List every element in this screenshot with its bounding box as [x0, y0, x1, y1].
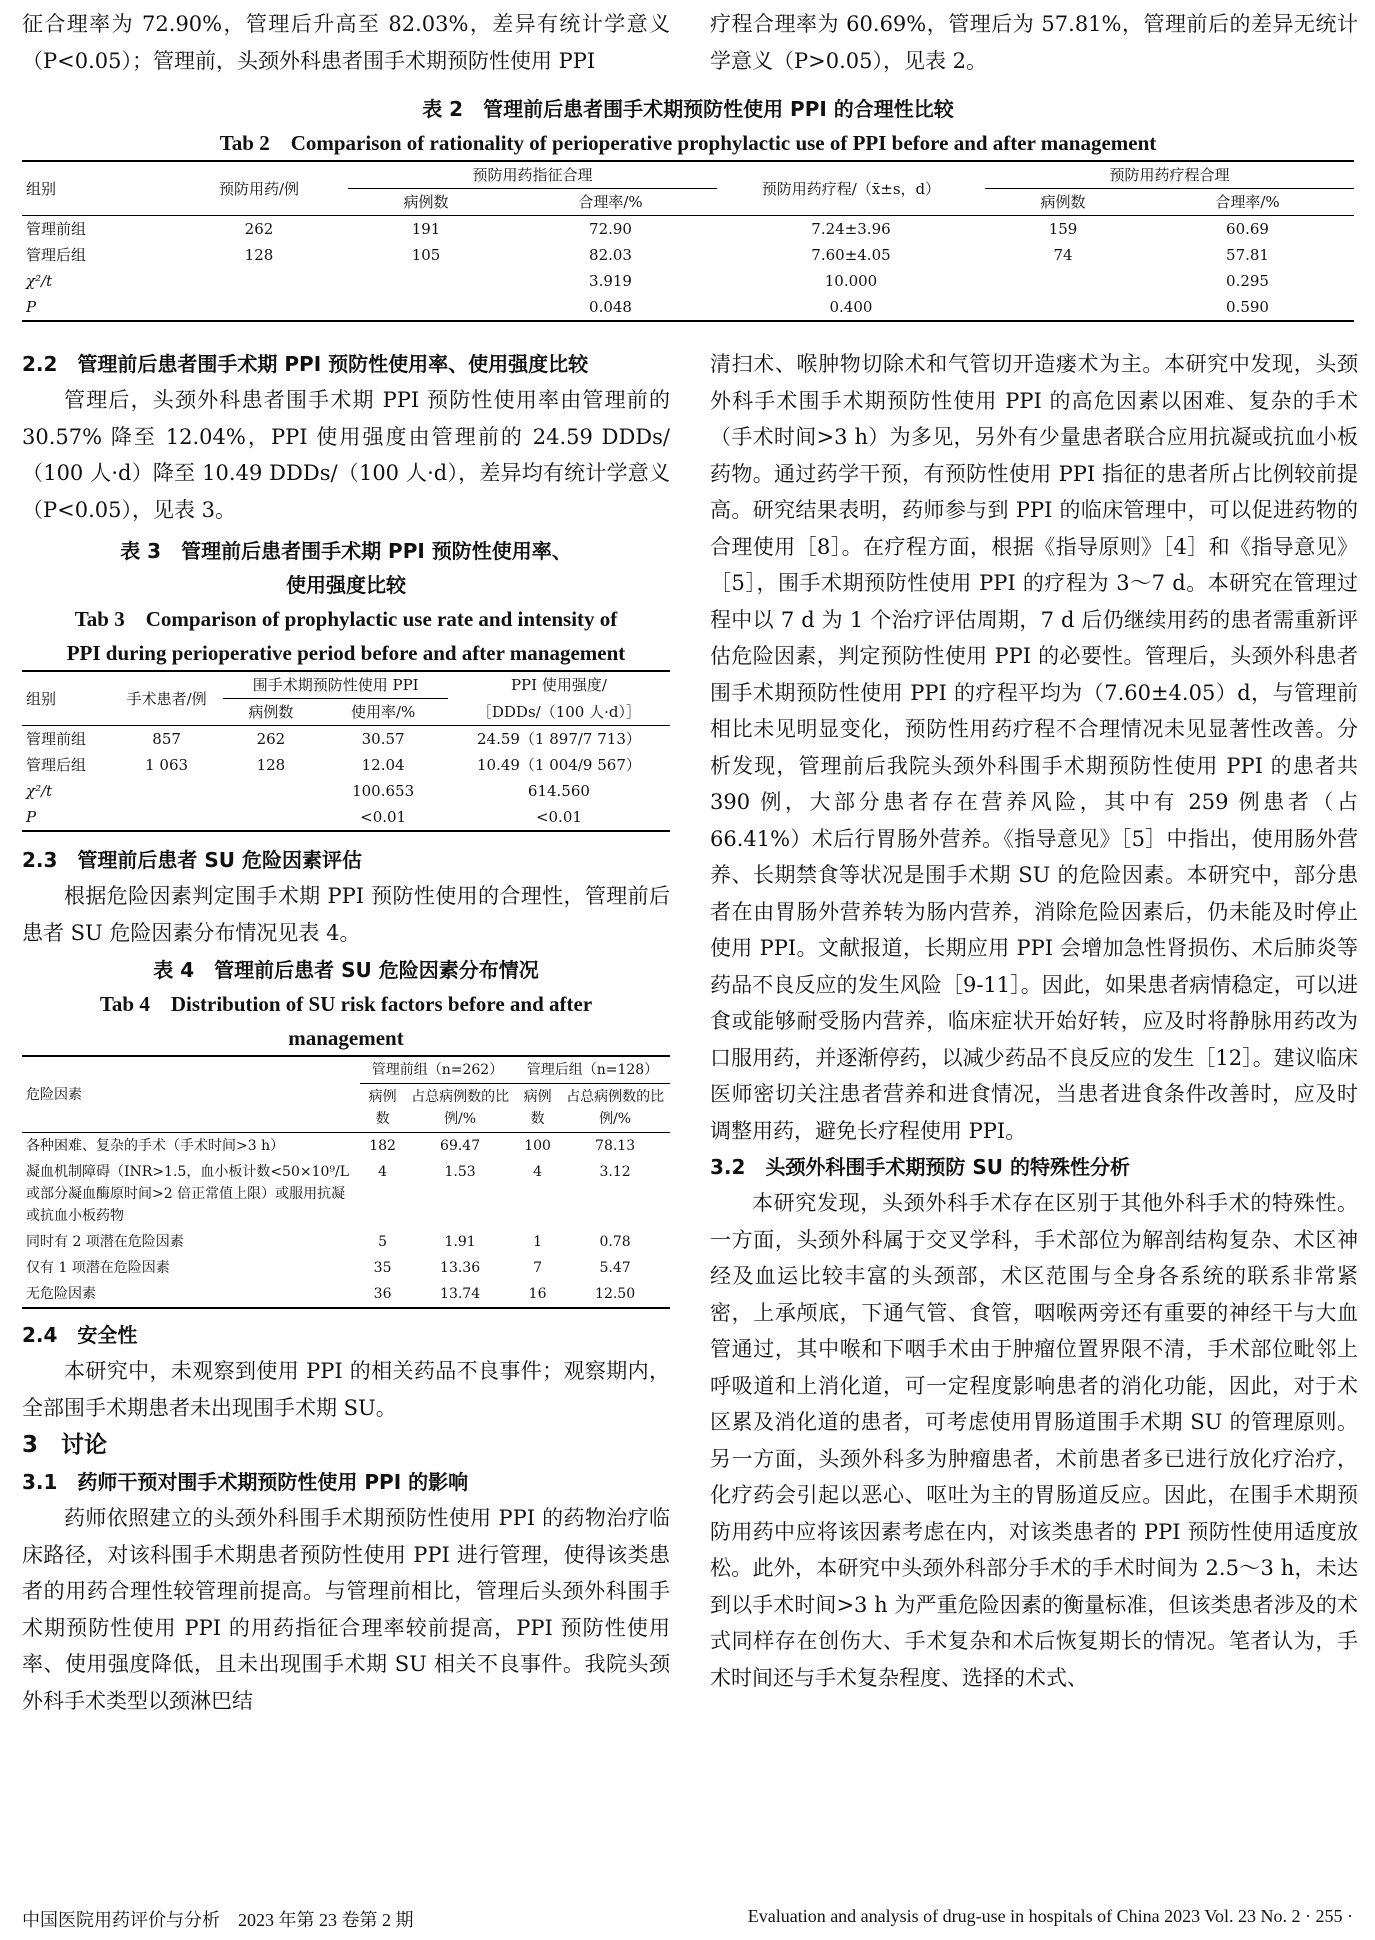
section-2-4-title: 2.4 安全性: [22, 1323, 138, 1347]
section-3-2-title: 3.2 头颈外科围手术期预防 SU 的特殊性分析: [710, 1155, 1130, 1179]
table-row: 管理后组 1 063 128 12.04 10.49（1 004/9 567）: [26, 756, 641, 774]
col-header: 围手术期预防性使用 PPI: [223, 671, 447, 699]
table-row: 仅有 1 项潜在危险因素 35 13.36 7 5.47: [26, 1260, 631, 1276]
col-header: 病例数: [403, 193, 449, 211]
table-row: 无危险因素 36 13.74 16 12.50: [22, 1281, 670, 1308]
table-row: 管理前组 857 262 30.57 24.59（1 897/7 713）: [22, 726, 670, 753]
section-2-4-text: 本研究中，未观察到使用 PPI 的相关药品不良事件；观察期内，全部围手术期患者未出现围手术期 SU。: [22, 1359, 670, 1420]
table-4-caption: 表 4 管理前后患者 SU 危险因素分布情况: [153, 958, 539, 982]
table-3-caption: 表 3 管理前后患者围手术期 PPI 预防性使用率、: [120, 539, 572, 563]
col-header: 预防用药/例: [170, 161, 348, 216]
table-3-caption-en: Tab 3 Comparison of prophylactic use rate and intensity of: [74, 607, 618, 631]
table-row: 各种困难、复杂的手术（手术时间>3 h） 182 69.47 100 78.13: [22, 1133, 670, 1160]
table-2-caption-en: Tab 2 Comparison of rationality of perioperative prophylactic use of PPI before and after management: [219, 131, 1157, 155]
col-header: 病例数: [523, 1089, 552, 1127]
col-header: 占总病例数的比例/%: [411, 1089, 510, 1127]
col-header: 使用率/%: [350, 703, 416, 721]
col-header: 合理率/%: [578, 193, 643, 211]
section-2-3-text: 根据危险因素判定围手术期 PPI 预防性使用的合理性，管理前后患者 SU 危险因素分布情况见表 4。: [22, 884, 670, 945]
section-3-1-title: 3.1 药师干预对围手术期预防性使用 PPI 的影响: [22, 1470, 469, 1494]
footer-journal-cn: 中国医院用药评价与分析 2023 年第 23 卷第 2 期: [22, 1910, 414, 1930]
col-header: 预防用药指征合理: [348, 161, 717, 189]
table-row: χ²/t 3.919 10.000 0.295: [26, 272, 1269, 290]
section-3-1-text: 药师依照建立的头颈外科围手术期预防性使用 PPI 的药物治疗临床路径，对该科围手术期患者预防性使用 PPI 进行管理，使得该类患者的用药合理性较管理前提高。与管理前相比，管理后头颈外科围手术期预防性使用 PPI 的用药指征合理率较前提高，PPI 预防性使用率、使用强度降低，且未出现围手术期 SU 相关不良事件。我院头颈外科手术类型以颈淋巴结: [22, 1506, 670, 1713]
table-row: 管理前组 262 191 72.90 7.24±3.96 159 60.69: [22, 216, 1354, 243]
col-header: 组别: [22, 161, 170, 216]
table-row: P <0.01 <0.01: [22, 804, 670, 831]
table-2-caption: 表 2 管理前后患者围手术期预防性使用 PPI 的合理性比较: [422, 97, 954, 121]
section-2-2-title: 2.2 管理前后患者围手术期 PPI 预防性使用率、使用强度比较: [22, 352, 589, 376]
table-3-caption-en-line2: PPI during perioperative period before and after management: [66, 641, 626, 665]
col-header: 预防用药疗程合理: [985, 161, 1354, 189]
discussion-paragraph-1: 清扫术、喉肿物切除术和气管切开造瘘术为主。本研究中发现，头颈外科手术围手术期预防性使用 PPI 的高危因素以困难、复杂的手术（手术时间>3 h）为多见，另外有少量患者联合应用抗凝或抗血小板药物。通过药学干预，有预防性使用 PPI 指征的患者所占比例较前提高。研究结果表明，药师参与到 PPI 的临床管理中，可以促进药物的合理使用［8］。在疗程方面，根据《指导原则》［4］和《指导意见》［5］，围手术期预防性使用 PPI 的疗程为 3～7 d。本研究在管理过程中以 7 d 为 1 个治疗评估周期，7 d 后仍继续用药的患者需重新评估危险因素，判定预防性使用 PPI 的必要性。管理后，头颈外科患者围手术期预防性使用 PPI 的疗程平均为（7.60±4.05）d，与管理前相比未见明显变化，预防性用药疗程不合理情况未见显著性改善。分析发现，管理前后我院头颈外科围手术期预防性使用 PPI 的患者共 390 例，大部分患者存在营养风险，其中有 259 例患者（占 66.41%）术后行胃肠外营养。《指导意见》［5］中指出，使用肠外营养、长期禁食等状况是围手术期 SU 的危险因素。本研究中，部分患者在由胃肠外营养转为肠内营养，消除危险因素后，仍未能及时停止使用 PPI。文献报道，长期应用 PPI 会增加急性肾损伤、术后肺炎等药品不良反应的发生风险［9-11］。因此，如果患者病情稳定，可以进食或能够耐受肠内营养，临床症状开始好转，应及时将静脉用药改为口服用药，并逐渐停药，以减少药品不良反应的发生［12］。建议临床医师密切关注患者营养和进食情况，当患者进食条件改善时，应及时调整用药，避免长疗程使用 PPI。: [710, 352, 1358, 1143]
col-header: 合理率/%: [1215, 193, 1280, 211]
table-3-grid: [22, 670, 670, 832]
col-header: ［DDDs/（100 人·d）］: [476, 702, 641, 721]
right-column: [710, 346, 1358, 1696]
col-header: 预防用药疗程/（x̄±s，d）: [717, 161, 985, 216]
col-header: 组别: [22, 671, 110, 726]
col-header: 管理后组（n=128）: [515, 1056, 670, 1084]
section-3-title: 3 讨论: [22, 1432, 108, 1458]
section-2-3-title: 2.3 管理前后患者 SU 危险因素评估: [22, 848, 362, 872]
table-4-caption-en-line2: management: [288, 1026, 404, 1050]
col-header: 病例数: [368, 1089, 397, 1127]
section-2-2-text: 管理后，头颈外科患者围手术期 PPI 预防性使用率由管理前的 30.57% 降至 12.04%，PPI 使用强度由管理前的 24.59 DDDs/（100 人·d）降至 10.49 DDDs/（100 人·d），差异均有统计学意义（P<0.05），见表 3。: [22, 388, 670, 522]
table-3-caption-line2: 使用强度比较: [286, 573, 406, 597]
footer-journal-en: Evaluation and analysis of drug-use in hospitals of China 2023 Vol. 23 No. 2 · 255 ·: [747, 1906, 1353, 1926]
col-header: 病例数: [1040, 193, 1086, 211]
col-header: 管理前组（n=262）: [360, 1056, 515, 1084]
col-header: 危险因素: [22, 1056, 360, 1133]
discussion-paragraph-2: 本研究发现，头颈外科手术存在区别于其他外科手术的特殊性。一方面，头颈外科属于交叉学科，手术部位为解剖结构复杂、术区神经及血运比较丰富的头颈部，术区范围与全身各系统的联系非常紧密，上承颅底，下通气管、食管，咽喉两旁还有重要的神经干与大血管通过，其中喉和下咽手术由于肿瘤位置界限不清，手术部位毗邻上呼吸道和上消化道，可一定程度影响患者的消化功能，因此，对于术区累及消化道的患者，可考虑使用胃肠道围手术期 SU 的管理原则。另一方面，头颈外科多为肿瘤患者，术前患者多已进行放化疗治疗，化疗药会引起以恶心、呕吐为主的胃肠道反应。因此，在围手术期预防用药中应将该因素考虑在内，对该类患者的 PPI 预防性使用适度放松。此外，本研究中头颈外科部分手术的手术时间为 2.5～3 h，未达到以手术时间>3 h 为严重危险因素的衡量标准，但该类患者涉及的术式同样存在创伤大、手术复杂和术后恢复期长的情况。笔者认为，手术时间还与手术复杂程度、选择的术式、: [710, 1191, 1358, 1690]
top-right-text: 疗程合理率为 60.69%，管理后为 57.81%，管理前后的差异无统计学意义（P>0.05），见表 2。: [710, 12, 1358, 73]
table-2-grid: [22, 160, 1354, 322]
table-row: 凝血机制障碍（INR>1.5，血小板计数<50×10⁹/L 或部分凝血酶原时间>2 倍正常值上限）或服用抗凝或抗血小板药物 4 1.53 4 3.12: [26, 1164, 631, 1224]
col-header: 病例数: [248, 703, 294, 721]
top-left-text: 征合理率为 72.90%，管理后升高至 82.03%，差异有统计学意义（P<0.05）；管理前，头颈外科患者围手术期预防性使用 PPI: [22, 12, 670, 73]
table-4-caption-en: Tab 4 Distribution of SU risk factors before and after: [99, 992, 593, 1016]
col-header: 手术患者/例: [110, 671, 224, 726]
table-4-grid: [22, 1055, 670, 1309]
col-header: PPI 使用强度/: [448, 671, 670, 699]
col-header: 占总病例数的比例/%: [566, 1089, 665, 1127]
table-row: 管理后组 128 105 82.03 7.60±4.05 74 57.81: [26, 246, 1269, 264]
table-row: P 0.048 0.400 0.590: [22, 294, 1354, 321]
table-row: 同时有 2 项潜在危险因素 5 1.91 1 0.78: [26, 1234, 631, 1250]
table-row: χ²/t 100.653 614.560: [26, 782, 590, 800]
table-2: [22, 92, 1354, 322]
left-column: [22, 346, 670, 1719]
